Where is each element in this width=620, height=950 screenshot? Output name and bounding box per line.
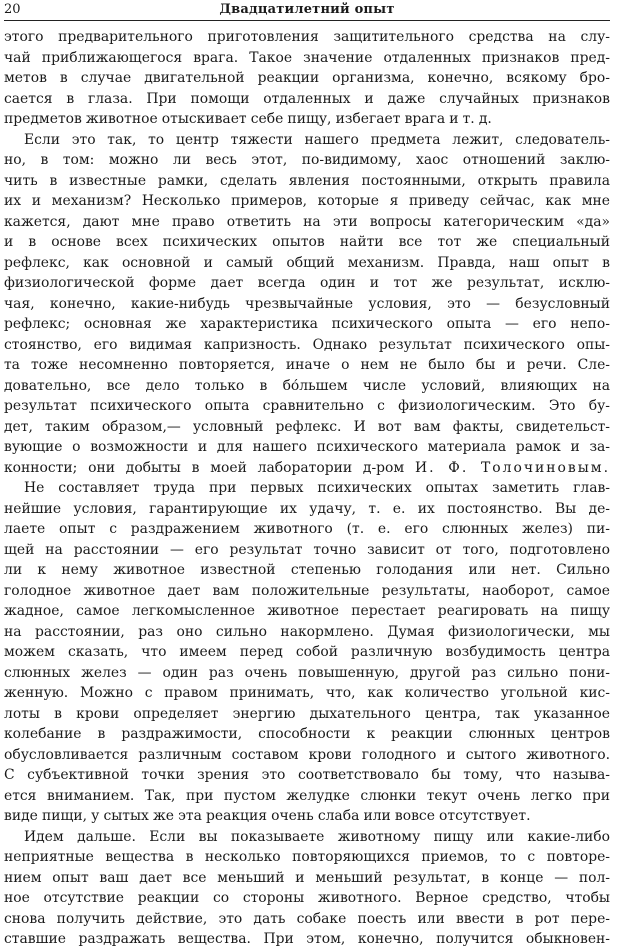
- paragraph-4: [4, 827, 610, 950]
- text-line: физиологической форме дает всегда один и тот же результат, исклю-: [4, 275, 610, 291]
- text-line: но, в том: можно ли весь этот, по-видимому, хаос отношений заклю-: [4, 152, 610, 168]
- text-line: их и механизм? Несколько примеров, которые я приведу сейчас, как мне: [4, 193, 610, 209]
- text-line: этого предварительного приготовления защитительного средства на слу-: [4, 29, 610, 45]
- text-line: нейшие условия, гарантирующие их удачу, т. е. их постоянство. Вы де-: [4, 500, 610, 517]
- text-line: С субъективной точки зрения это соответствовало бы тому, что называ-: [4, 767, 610, 783]
- text-line: виде пищи, у сытых же эта реакция очень слаба или вовсе отсутствует.: [4, 808, 531, 824]
- text-line: неприятные вещества в несколько повторяющихся приемов, то с повторе-: [4, 849, 610, 865]
- body-text: [4, 27, 610, 950]
- text-line: женную. Можно с правом принимать, что, как количество угольной кис-: [4, 685, 610, 701]
- paragraph-3: [4, 478, 610, 827]
- page-header: [4, 0, 610, 22]
- text-line: лаете опыт с раздражением животного (т. е. его слюнных желез) пи-: [4, 521, 610, 537]
- text-line: ется вниманием. Так, при пустом желудке слюнки текут очень легко при: [4, 787, 610, 804]
- text-line: лоты в крови определяет энергию дыхательного центра, так указанное: [4, 705, 610, 722]
- paragraph-2: [4, 130, 610, 479]
- text-line: стоянство, его видимая капризность. Однако результат психического опы-: [4, 336, 610, 353]
- text-line: предметов животное отыскивает себе пищу, избегает врага и т. д.: [4, 111, 492, 127]
- spaced-name: И. Ф. Толочиновым.: [414, 459, 610, 476]
- text-line-with-name: [4, 458, 610, 479]
- text-line: на расстоянии, раз оно сильно накормлено. Думая физиологически, мы: [4, 623, 610, 640]
- text-line: чая, конечно, какие-нибудь чрезвычайные условия, это — безусловный: [4, 295, 610, 312]
- text-line: чай приближающегося врага. Такое значение отдаленных признаков пред-: [4, 49, 610, 66]
- text-line: щей на расстоянии — его результат точно зависит от того, подготовлено: [4, 541, 610, 558]
- text-line: та тоже несомненно повторяется, иначе о нем не было бы и речи. Сле-: [4, 357, 610, 373]
- running-title: Двадцатилетний опыт: [219, 2, 395, 17]
- text-line: ставшие раздражать вещества. При этом, конечно, получится обыкновен-: [4, 931, 610, 947]
- text-line: слюнных желез — один раз очень повышенную, другой раз сильно пони-: [4, 664, 610, 681]
- text-line: результат психического опыта сравнительно с физиологическим. Это бу-: [4, 398, 610, 414]
- text-line: Не составляет труда при первых психических опытах заметить глав-: [24, 480, 610, 496]
- paragraph-1: [4, 27, 610, 130]
- text-line: вующие о возможности и для нашего психического материала рамок и за-: [4, 439, 610, 455]
- text-line: ное отсутствие реакции со стороны животного. Верное средство, чтобы: [4, 890, 610, 906]
- text-line: Если это так, то центр тяжести нашего предмета лежит, следователь-: [24, 131, 610, 148]
- text-line: снова получить действие, это дать собаке поесть или ввести в рот пере-: [4, 910, 610, 927]
- text-line: сается в глаза. При помощи отдаленных и даже случайных признаков: [4, 90, 610, 107]
- text-line: обусловливается различным составом крови голодного и сытого животного.: [4, 746, 610, 763]
- text-line: колебание в раздражимости, способности к реакции слюнных центров: [4, 726, 610, 742]
- text-line: голодное животное дает вам положительные результаты, наоборот, самое: [4, 582, 610, 599]
- text-line: Идем дальше. Если вы показываете животному пищу или какие-либо: [24, 828, 610, 845]
- text-line: рефлекс; основная же характеристика психического опыта — его непо-: [4, 316, 610, 332]
- header-rule: [4, 20, 610, 21]
- text-line: и в основе всех психических опытов найти все тот же специальный: [4, 234, 610, 250]
- text-line: метов в случае двигательной реакции организма, конечно, всякому бро-: [4, 70, 610, 86]
- text-line: дет, таким образом,— условный рефлекс. И вот вам факты, свидетельст-: [4, 418, 610, 435]
- text-line: ли к нему животное известной степенью голодания или нет. Сильно: [4, 562, 610, 578]
- text-line-start: конности; они добыты в моей лаборатории д-ром: [4, 459, 415, 476]
- text-line: чить в известные рамки, сделать явления постоянными, открыть правила: [4, 172, 610, 189]
- text-line: можем сказать, что имеем перед собой различную возбудимость центра: [4, 644, 610, 660]
- text-line: довательно, все дело только в бо́льшем числе условий, влияющих на: [4, 377, 610, 394]
- page-number: 20: [4, 2, 21, 17]
- text-line: нием опыт ваш дает все меньший и меньший результат, в конце — пол-: [4, 869, 610, 886]
- text-line: рефлекс, как основной и самый общий механизм. Правда, наш опыт в: [4, 254, 610, 271]
- text-line: кажется, дают мне право ответить на эти вопросы категорическим «да»: [4, 213, 610, 230]
- text-line: жадное, самое легкомысленное животное перестает реагировать на пищу: [4, 603, 610, 619]
